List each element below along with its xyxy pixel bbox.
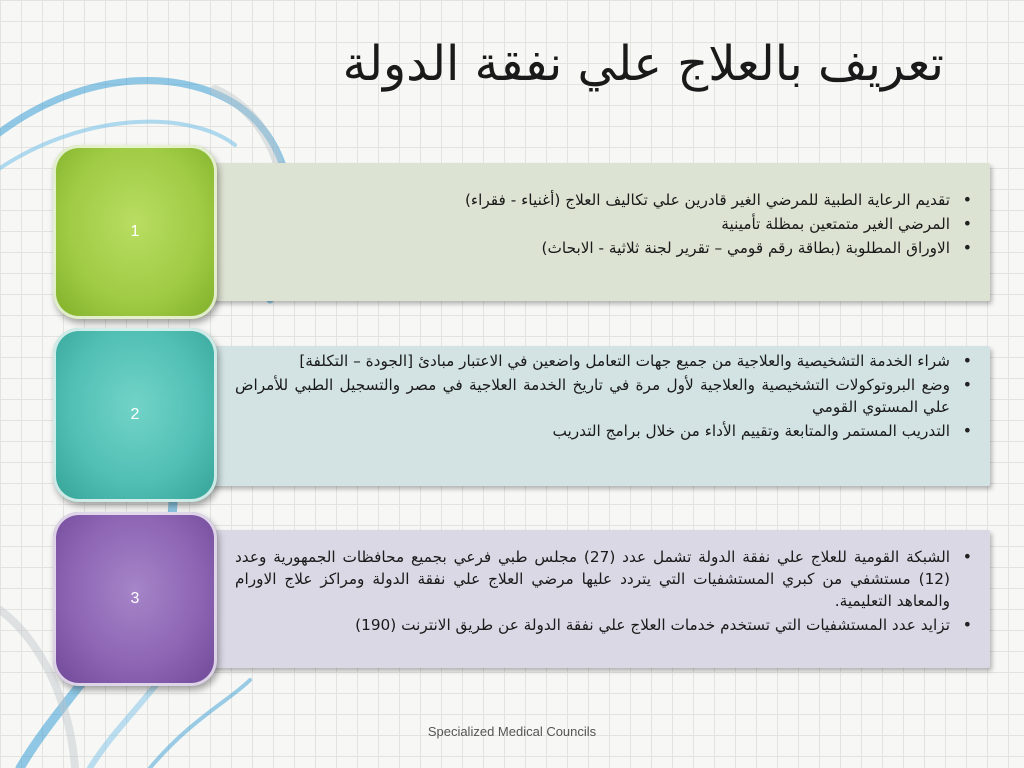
list-item: • تقديم الرعاية الطبية للمرضي الغير قادرين علي تكاليف العلاج (أغنياء - فقراء) <box>235 189 950 211</box>
badge-number: 3 <box>130 590 140 607</box>
number-badge-1 <box>53 145 217 319</box>
list-item: • وضع البروتوكولات التشخيصية والعلاجية لأول مرة في تاريخ الخدمة العلاجية في مصر والتسجيل الطبي للأمراض علي المستوي القومي <box>235 374 950 418</box>
list-item: • الاوراق المطلوبة (بطاقة رقم قومي – تقرير لجنة ثلاثية - الابحاث) <box>235 237 950 259</box>
list-item: • التدريب المستمر والمتابعة وتقييم الأداء من خلال برامج التدريب <box>235 420 950 442</box>
bullet-list-3 <box>235 546 976 638</box>
list-item: • الشبكة القومية للعلاج علي نفقة الدولة تشمل عدد (27) مجلس طبي فرعي بجميع محافظات الجمهورية وعدد (12) مستشفي من كبري المستشفيات التي يتردد عليها مرضي العلاج علي نفقة الدولة ومراكز علاج الاورام والمعاهد التعليمية. <box>235 546 950 612</box>
list-item: • تزايد عدد المستشفيات التي تستخدم خدمات العلاج علي نفقة الدولة عن طريق الانترنت (190) <box>235 614 950 636</box>
bullet-list-2 <box>235 350 976 444</box>
slide-title: تعريف بالعلاج علي نفقة الدولة <box>342 36 944 92</box>
list-item: • شراء الخدمة التشخيصية والعلاجية من جميع جهات التعامل واضعين في الاعتبار مبادئ [الجودة – التكلفة] <box>235 350 950 372</box>
badge-number: 1 <box>130 223 140 240</box>
footer-text: Specialized Medical Councils <box>427 724 597 739</box>
number-badge-2 <box>53 328 217 502</box>
badge-number: 2 <box>130 406 140 423</box>
list-item: • المرضي الغير متمتعين بمظلة تأمينية <box>235 213 950 235</box>
bullet-list-1 <box>235 189 976 261</box>
number-badge-3 <box>53 512 217 686</box>
